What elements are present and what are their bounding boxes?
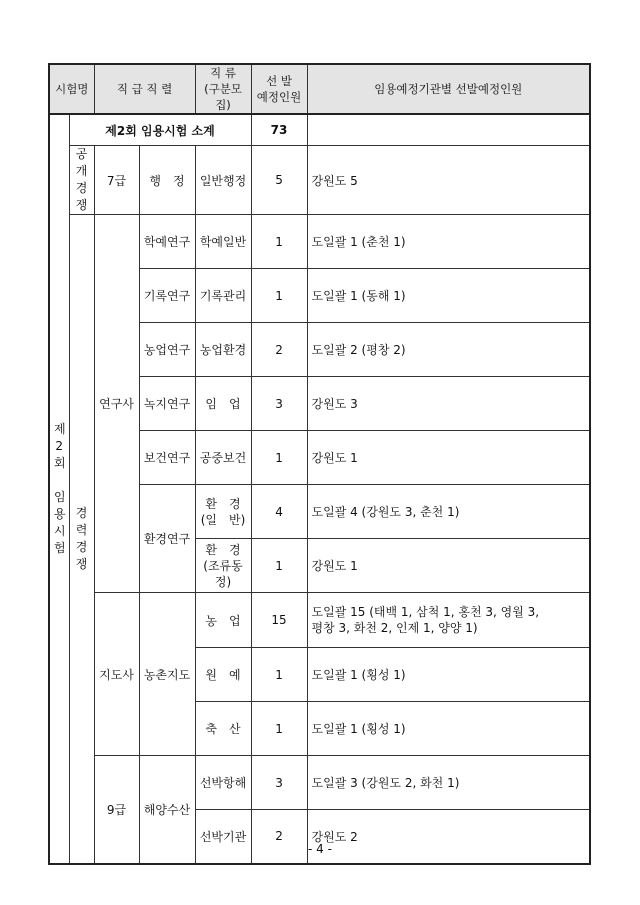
series-admin: 행 정: [139, 146, 195, 215]
header-category: 직 류 (구분모집): [195, 64, 251, 114]
category-cell: 원 예: [195, 648, 251, 702]
series-cell: 학예연구: [139, 215, 195, 269]
agency-cell: 도일괄 1 (횡성 1): [307, 702, 590, 756]
agency-cell: 강원도 1: [307, 431, 590, 485]
count-cell: 1: [251, 269, 307, 323]
grade-9: 9급: [94, 756, 139, 864]
category-cell: 일반행정: [195, 146, 251, 215]
count-cell: 1: [251, 539, 307, 593]
count-cell: 4: [251, 485, 307, 539]
count-cell: 5: [251, 146, 307, 215]
subtotal-agency: [307, 114, 590, 146]
open-competition-vertical: 공 개 경 쟁: [69, 146, 94, 215]
group-instructor: 지도사: [94, 593, 139, 756]
count-cell: 3: [251, 377, 307, 431]
agency-cell: 도일괄 1 (횡성 1): [307, 648, 590, 702]
series-marine: 해양수산: [139, 756, 195, 864]
category-cell: 기록관리: [195, 269, 251, 323]
category-cell: 학예일반: [195, 215, 251, 269]
agency-cell: 도일괄 1 (춘천 1): [307, 215, 590, 269]
category-cell: 공중보건: [195, 431, 251, 485]
agency-cell: 도일괄 2 (평창 2): [307, 323, 590, 377]
subtotal-label: 제2회 임용시험 소계: [69, 114, 251, 146]
group-researcher: 연구사: [94, 215, 139, 593]
count-cell: 15: [251, 593, 307, 648]
count-cell: 1: [251, 215, 307, 269]
count-cell: 3: [251, 756, 307, 810]
header-exam: 시험명: [49, 64, 94, 114]
count-cell: 2: [251, 323, 307, 377]
count-cell: 1: [251, 702, 307, 756]
series-env: 환경연구: [139, 485, 195, 593]
page-number: - 4 -: [308, 842, 332, 856]
category-cell: 농 업: [195, 593, 251, 648]
agency-cell: 도일괄 15 (태백 1, 삼척 1, 홍천 3, 영월 3, 평창 3, 화천 2, 인제 1, 양양 1): [307, 593, 590, 648]
category-cell: 농업환경: [195, 323, 251, 377]
series-cell: 녹지연구: [139, 377, 195, 431]
agency-cell: 강원도 2: [307, 810, 590, 864]
count-cell: 1: [251, 431, 307, 485]
exam-name-vertical: 제 2 회 임 용 시 험: [49, 114, 69, 864]
category-cell: 축 산: [195, 702, 251, 756]
agency-cell: 강원도 1: [307, 539, 590, 593]
count-cell: 2: [251, 810, 307, 864]
category-cell: 환 경 (조류동정): [195, 539, 251, 593]
subtotal-count: 73: [251, 114, 307, 146]
recruitment-table: [48, 63, 591, 865]
agency-cell: 강원도 3: [307, 377, 590, 431]
agency-cell: 도일괄 3 (강원도 2, 화천 1): [307, 756, 590, 810]
category-cell: 선박항해: [195, 756, 251, 810]
count-cell: 1: [251, 648, 307, 702]
agency-cell: 강원도 5: [307, 146, 590, 215]
category-cell: 선박기관: [195, 810, 251, 864]
agency-cell: 도일괄 4 (강원도 3, 춘천 1): [307, 485, 590, 539]
category-cell: 환 경 (일 반): [195, 485, 251, 539]
grade-7: 7급: [94, 146, 139, 215]
career-competition-vertical: 경 력 경 쟁: [69, 215, 94, 864]
series-cell: 농업연구: [139, 323, 195, 377]
category-cell: 임 업: [195, 377, 251, 431]
header-agency: 임용예정기관별 선발예정인원: [307, 64, 590, 114]
header-grade-series: 직 급 직 렬: [94, 64, 195, 114]
agency-cell: 도일괄 1 (동해 1): [307, 269, 590, 323]
series-cell: 보건연구: [139, 431, 195, 485]
series-rural-guidance: 농촌지도: [139, 593, 195, 756]
series-cell: 기록연구: [139, 269, 195, 323]
header-count: 선 발 예정인원: [251, 64, 307, 114]
